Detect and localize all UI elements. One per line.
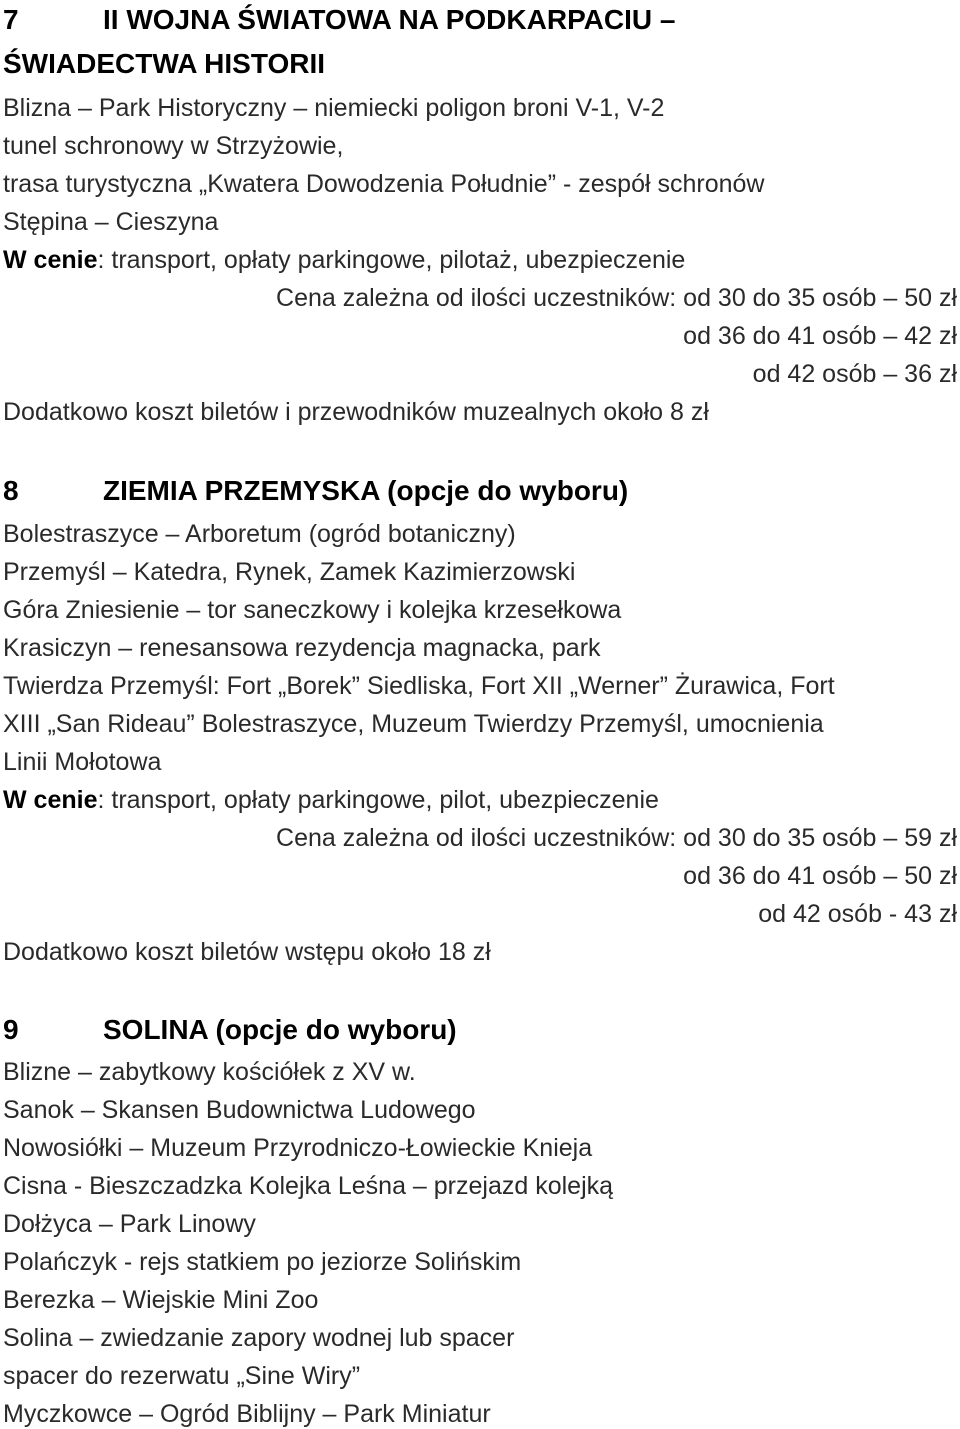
- extra-cost: Dodatkowo koszt biletów i przewodników muzealnych około 8 zł: [3, 398, 709, 426]
- section-number: 8: [3, 475, 19, 506]
- price-line: Cena zależna od ilości uczestników: od 30 do 35 osób – 59 zł: [276, 824, 957, 852]
- section-number: 9: [3, 1014, 19, 1045]
- included-text: : transport, opłaty parkingowe, pilotaż, ubezpieczenie: [97, 246, 686, 274]
- price-line: od 42 osób – 36 zł: [752, 360, 957, 388]
- list-item: Stępina – Cieszyna: [3, 208, 219, 236]
- included-line: [3, 785, 659, 815]
- list-item: Nowosiółki – Muzeum Przyrodniczo-Łowieckie Knieja: [3, 1134, 593, 1162]
- included-label: W cenie: [3, 786, 98, 814]
- included-text: : transport, opłaty parkingowe, pilot, ubezpieczenie: [97, 786, 659, 814]
- list-item: spacer do rezerwatu „Sine Wiry”: [3, 1362, 361, 1390]
- section-title: ZIEMIA PRZEMYSKA (opcje do wyboru): [103, 475, 629, 506]
- section-7-heading: [3, 3, 675, 37]
- price-line: od 42 osób - 43 zł: [758, 900, 957, 928]
- section-title: SOLINA (opcje do wyboru): [103, 1014, 457, 1045]
- section-7-title-cont: ŚWIADECTWA HISTORII: [3, 48, 325, 79]
- list-item: Berezka – Wiejskie Mini Zoo: [3, 1286, 319, 1314]
- list-item: Bolestraszyce – Arboretum (ogród botaniczny): [3, 520, 516, 548]
- list-item: Myczkowce – Ogród Biblijny – Park Miniatur: [3, 1400, 491, 1428]
- price-line: od 36 do 41 osób – 50 zł: [683, 862, 957, 890]
- list-item: Solina – zwiedzanie zapory wodnej lub spacer: [3, 1324, 515, 1352]
- included-line: [3, 245, 685, 275]
- list-item: Linii Mołotowa: [3, 748, 162, 776]
- list-item: Przemyśl – Katedra, Rynek, Zamek Kazimierzowski: [3, 558, 576, 586]
- list-item: Polańczyk - rejs statkiem po jeziorze Solińskim: [3, 1248, 522, 1276]
- list-item: Dołżyca – Park Linowy: [3, 1210, 256, 1238]
- list-item: Cisna - Bieszczadzka Kolejka Leśna – przejazd kolejką: [3, 1172, 614, 1200]
- list-item: Sanok – Skansen Budownictwa Ludowego: [3, 1096, 476, 1124]
- section-number: 7: [3, 4, 19, 35]
- section-title: II WOJNA ŚWIATOWA NA PODKARPACIU –: [103, 4, 676, 35]
- price-line: Cena zależna od ilości uczestników: od 30 do 35 osób – 50 zł: [276, 284, 957, 312]
- list-item: trasa turystyczna „Kwatera Dowodzenia Południe” - zespół schronów: [3, 170, 765, 198]
- list-item: Góra Zniesienie – tor saneczkowy i kolejka krzesełkowa: [3, 596, 622, 624]
- list-item: Blizna – Park Historyczny – niemiecki poligon broni V-1, V-2: [3, 94, 665, 122]
- list-item: tunel schronowy w Strzyżowie,: [3, 132, 344, 160]
- list-item: XIII „San Rideau” Bolestraszyce, Muzeum Twierdzy Przemyśl, umocnienia: [3, 710, 824, 738]
- section-8-heading: [3, 474, 628, 508]
- section-9-heading: [3, 1013, 457, 1047]
- extra-cost: Dodatkowo koszt biletów wstępu około 18 zł: [3, 938, 491, 966]
- included-label: W cenie: [3, 246, 98, 274]
- price-line: od 36 do 41 osób – 42 zł: [683, 322, 957, 350]
- list-item: Krasiczyn – renesansowa rezydencja magnacka, park: [3, 634, 601, 662]
- list-item: Blizne – zabytkowy kościółek z XV w.: [3, 1058, 416, 1086]
- list-item: Twierdza Przemyśl: Fort „Borek” Siedliska, Fort XII „Werner” Żurawica, Fort: [3, 672, 835, 700]
